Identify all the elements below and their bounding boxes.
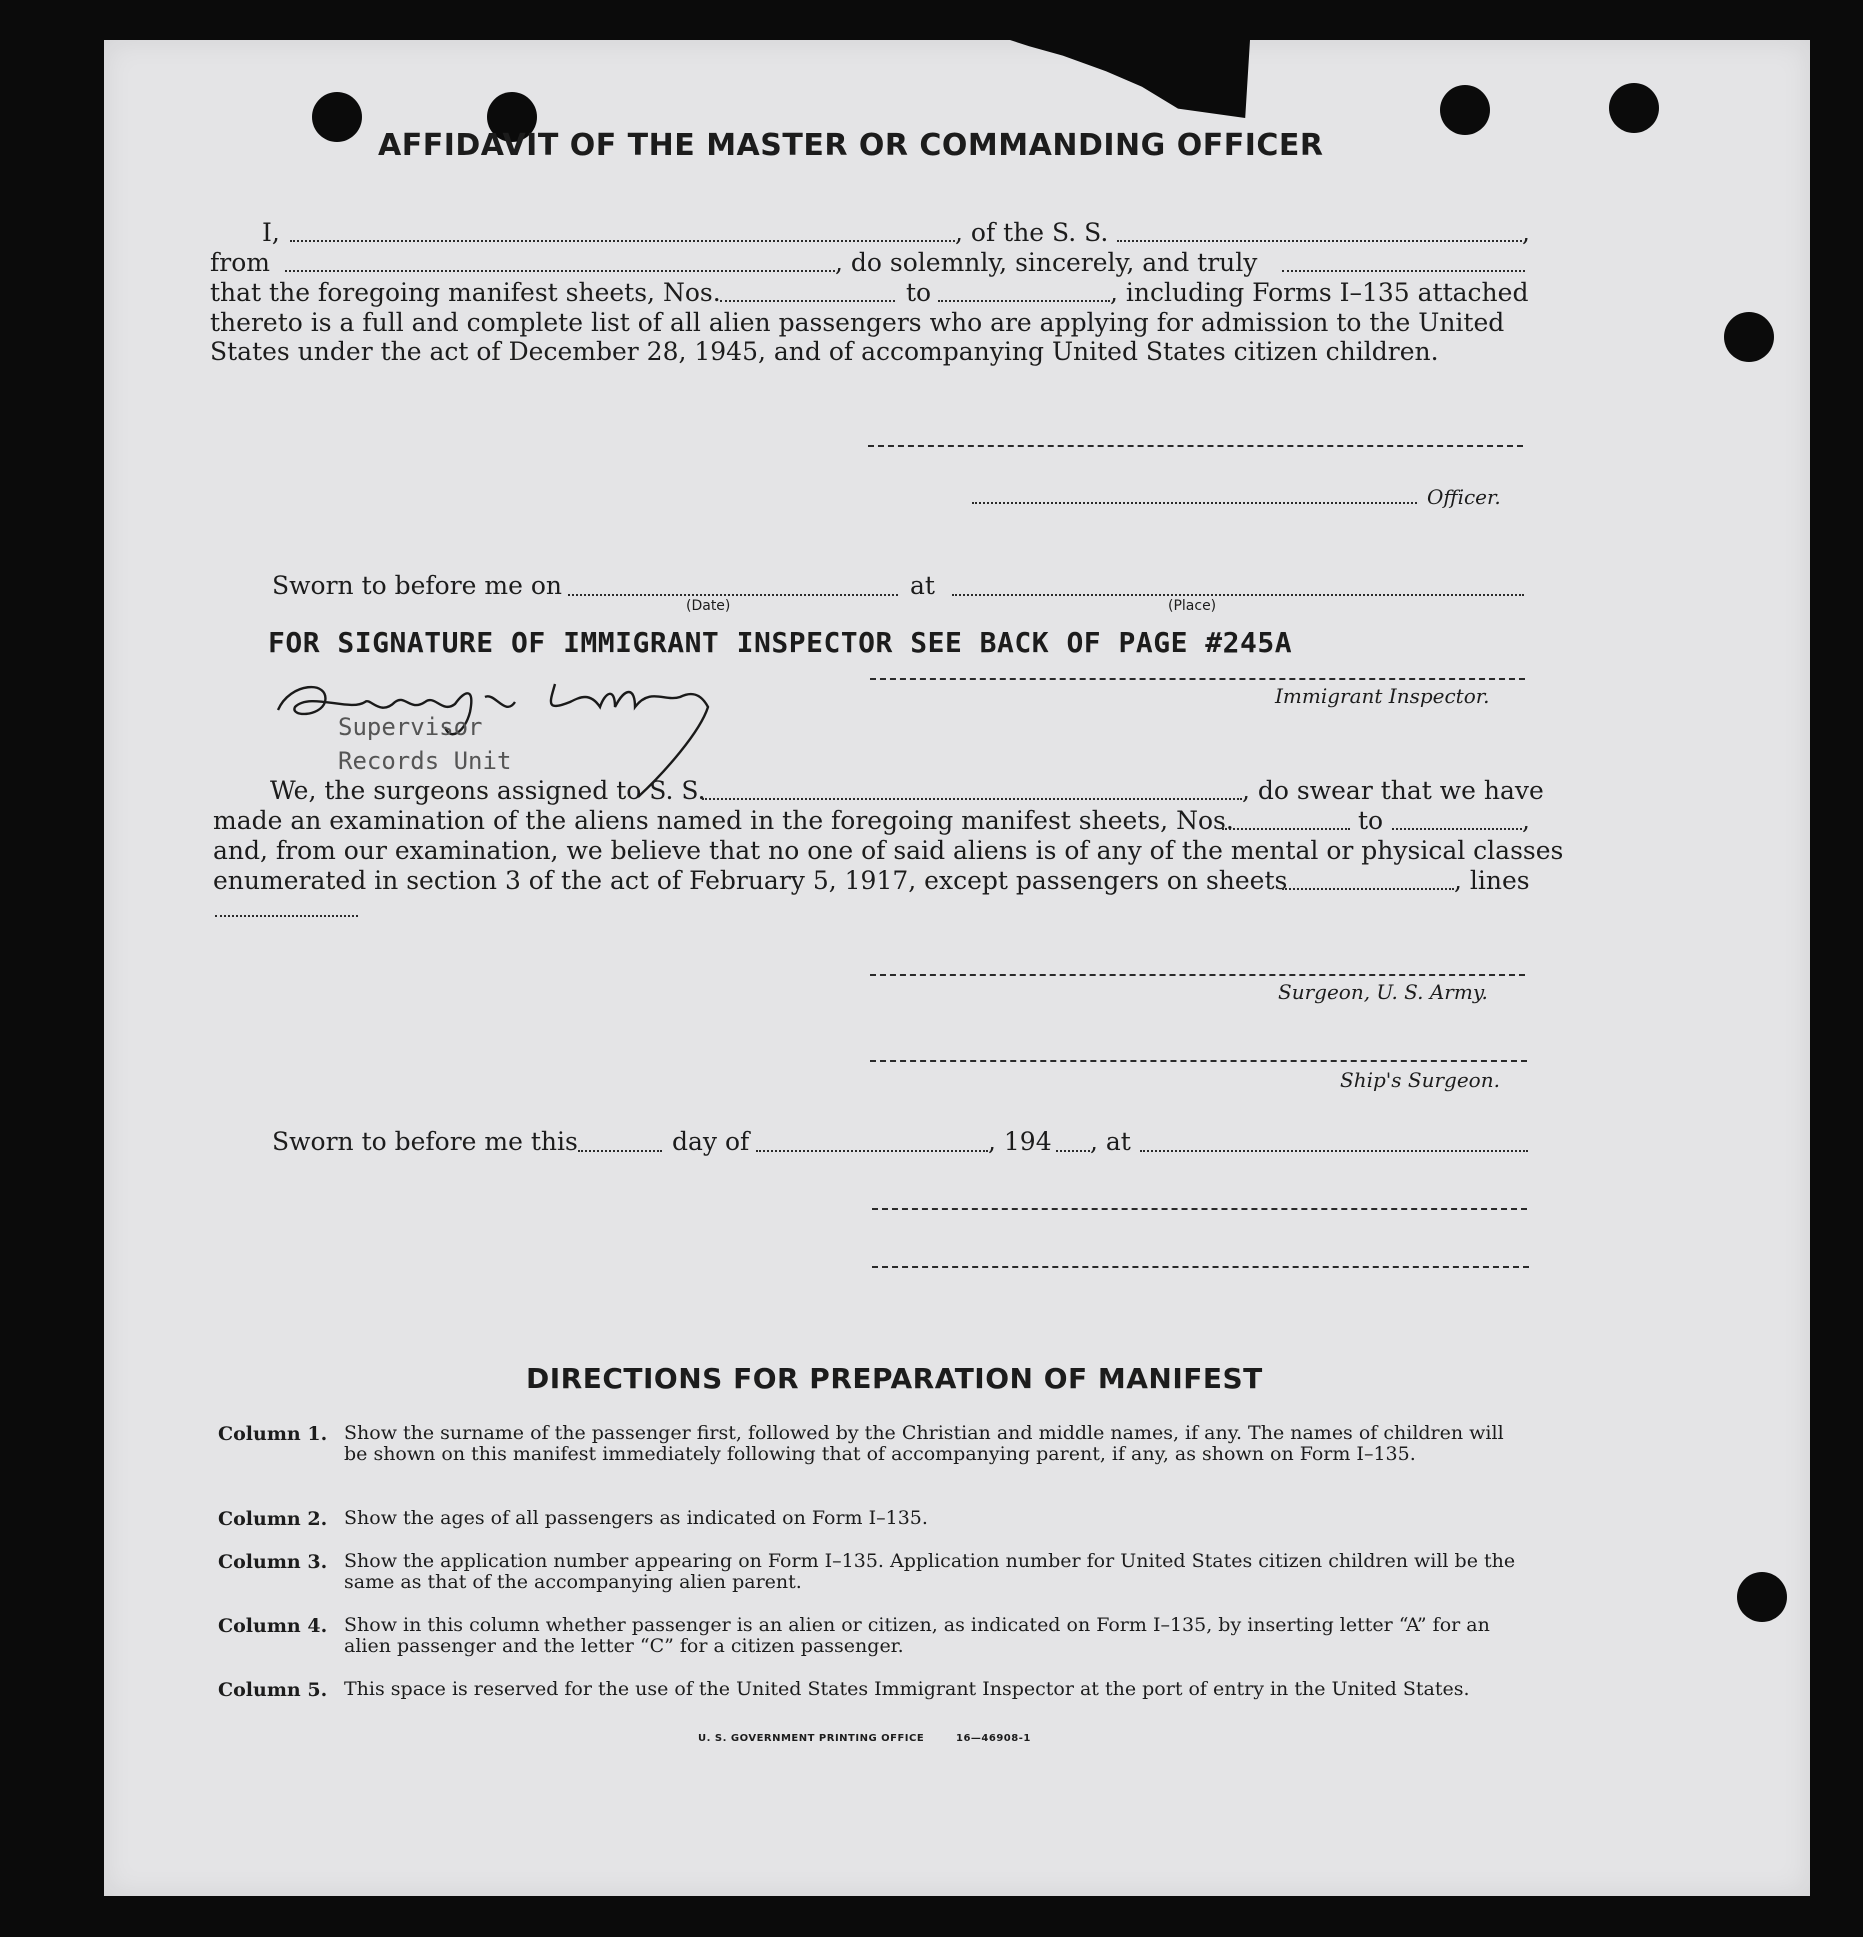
sworn-place-field[interactable]	[952, 594, 1524, 596]
text-of-ss: , of the S. S.	[955, 218, 1109, 247]
surgeons-text: enumerated in section 3 of the act of February 5, 1917, except passengers on sheets	[213, 866, 1288, 895]
text-from: from	[210, 248, 270, 277]
ship-name-field[interactable]	[1117, 240, 1522, 242]
column-label: Column 3.	[218, 1551, 328, 1573]
date-caption: (Date)	[686, 598, 731, 614]
text-to: to	[906, 278, 932, 307]
punch-hole	[1724, 312, 1774, 362]
sheet-to-field[interactable]	[938, 300, 1110, 302]
except-lines-field[interactable]	[215, 915, 358, 917]
column-label: Column 2.	[218, 1508, 328, 1530]
text-at: at	[910, 571, 935, 600]
affidavit-text-line: thereto is a full and complete list of all alien passengers who are applying for admission to the United	[210, 308, 1505, 337]
sworn-month-field[interactable]	[756, 1150, 988, 1152]
column-instruction: Show in this column whether passenger is an alien or citizen, as indicated on Form I–135, by inserting letter “A” for an alien passenger and the letter “C” for a citizen passenger.	[344, 1614, 1490, 1657]
text-year: , 194	[988, 1127, 1052, 1156]
officer-title-field[interactable]	[972, 502, 1417, 504]
surgeons-text: , do swear that we have	[1242, 776, 1544, 805]
column-instruction: Show the surname of the passenger first, followed by the Christian and middle names, if any. The names of children will be shown on this manifest immediately following that of accompanying parent, if any, as shown on Form I–135.	[344, 1422, 1504, 1465]
text-forms-attached: , including Forms I–135 attached	[1110, 278, 1529, 307]
punch-hole	[312, 92, 362, 142]
column-label: Column 1.	[218, 1423, 328, 1445]
signature-line[interactable]	[872, 1266, 1529, 1268]
place-caption: (Place)	[1168, 598, 1217, 614]
ship-surgeon-label: Ship's Surgeon.	[1340, 1068, 1500, 1092]
surgeons-ship-field[interactable]	[702, 798, 1242, 800]
punch-hole	[1737, 1572, 1787, 1622]
inspector-label: Immigrant Inspector.	[1275, 684, 1490, 708]
sworn-label: Sworn to before me on	[272, 571, 563, 600]
sworn-date-field[interactable]	[568, 594, 898, 596]
text-solemnly: , do solemnly, sincerely, and truly	[835, 248, 1258, 277]
from-port-field[interactable]	[285, 270, 835, 272]
ship-surgeon-signature-field[interactable]	[870, 1060, 1527, 1062]
text-i: I,	[262, 218, 280, 247]
surgeons-text: and, from our examination, we believe that no one of said aliens is of any of the mental or physical classes	[213, 836, 1564, 865]
signature-line[interactable]	[872, 1208, 1527, 1210]
affidavit-title: AFFIDAVIT OF THE MASTER OR COMMANDING OFFICER	[378, 128, 1324, 163]
master-name-field[interactable]	[290, 240, 955, 242]
text-manifest-nos: that the foregoing manifest sheets, Nos.	[210, 278, 721, 307]
army-surgeon-signature-field[interactable]	[870, 974, 1525, 976]
sworn-day-label: Sworn to before me this	[272, 1127, 578, 1156]
exam-sheet-to-field[interactable]	[1392, 828, 1522, 830]
column-label: Column 5.	[218, 1679, 328, 1701]
surgeons-text-comma: ,	[1522, 806, 1530, 835]
form-code: 16—46908-1	[956, 1733, 1031, 1744]
sworn-day-field[interactable]	[578, 1150, 662, 1152]
officer-label: Officer.	[1427, 485, 1501, 509]
inspector-signature-field[interactable]	[870, 678, 1525, 680]
surgeons-text: We, the surgeons assigned to S. S.	[270, 776, 706, 805]
typed-inspector-note: FOR SIGNATURE OF IMMIGRANT INSPECTOR SEE BACK OF PAGE #245A	[268, 626, 1293, 659]
text-at: , at	[1090, 1127, 1131, 1156]
surgeons-text-to: to	[1358, 806, 1384, 835]
column-instruction: Show the ages of all passengers as indicated on Form I–135.	[344, 1507, 928, 1529]
oath-field[interactable]	[1282, 270, 1525, 272]
stamp-records-unit: Records Unit	[338, 747, 512, 775]
exam-sheet-from-field[interactable]	[1222, 828, 1350, 830]
surgeons-text: , lines	[1454, 866, 1530, 895]
surgeons-text: made an examination of the aliens named in the foregoing manifest sheets, Nos.	[213, 806, 1234, 835]
officer-signature-field[interactable]	[868, 445, 1523, 447]
column-label: Column 4.	[218, 1615, 328, 1637]
text-comma: ,	[1522, 218, 1530, 247]
column-instruction: Show the application number appearing on Form I–135. Application number for United States citizen children will be the same as that of the accompanying alien parent.	[344, 1550, 1516, 1593]
text-day-of: day of	[672, 1127, 750, 1156]
except-sheets-field[interactable]	[1282, 888, 1454, 890]
affidavit-text-line: States under the act of December 28, 1945, and of accompanying United States citizen children.	[210, 337, 1439, 366]
punch-hole	[1609, 83, 1659, 133]
sheet-from-field[interactable]	[720, 300, 895, 302]
stamp-supervisor: Supervisor	[338, 713, 483, 741]
sworn-place-field[interactable]	[1140, 1150, 1528, 1152]
sworn-year-field[interactable]	[1056, 1150, 1090, 1152]
punch-hole	[1440, 85, 1490, 135]
column-instruction: This space is reserved for the use of the United States Immigrant Inspector at the port of entry in the United States.	[344, 1678, 1470, 1700]
directions-title: DIRECTIONS FOR PREPARATION OF MANIFEST	[526, 1362, 1263, 1395]
army-surgeon-label: Surgeon, U. S. Army.	[1278, 980, 1488, 1004]
printing-office: U. S. GOVERNMENT PRINTING OFFICE	[698, 1733, 925, 1744]
